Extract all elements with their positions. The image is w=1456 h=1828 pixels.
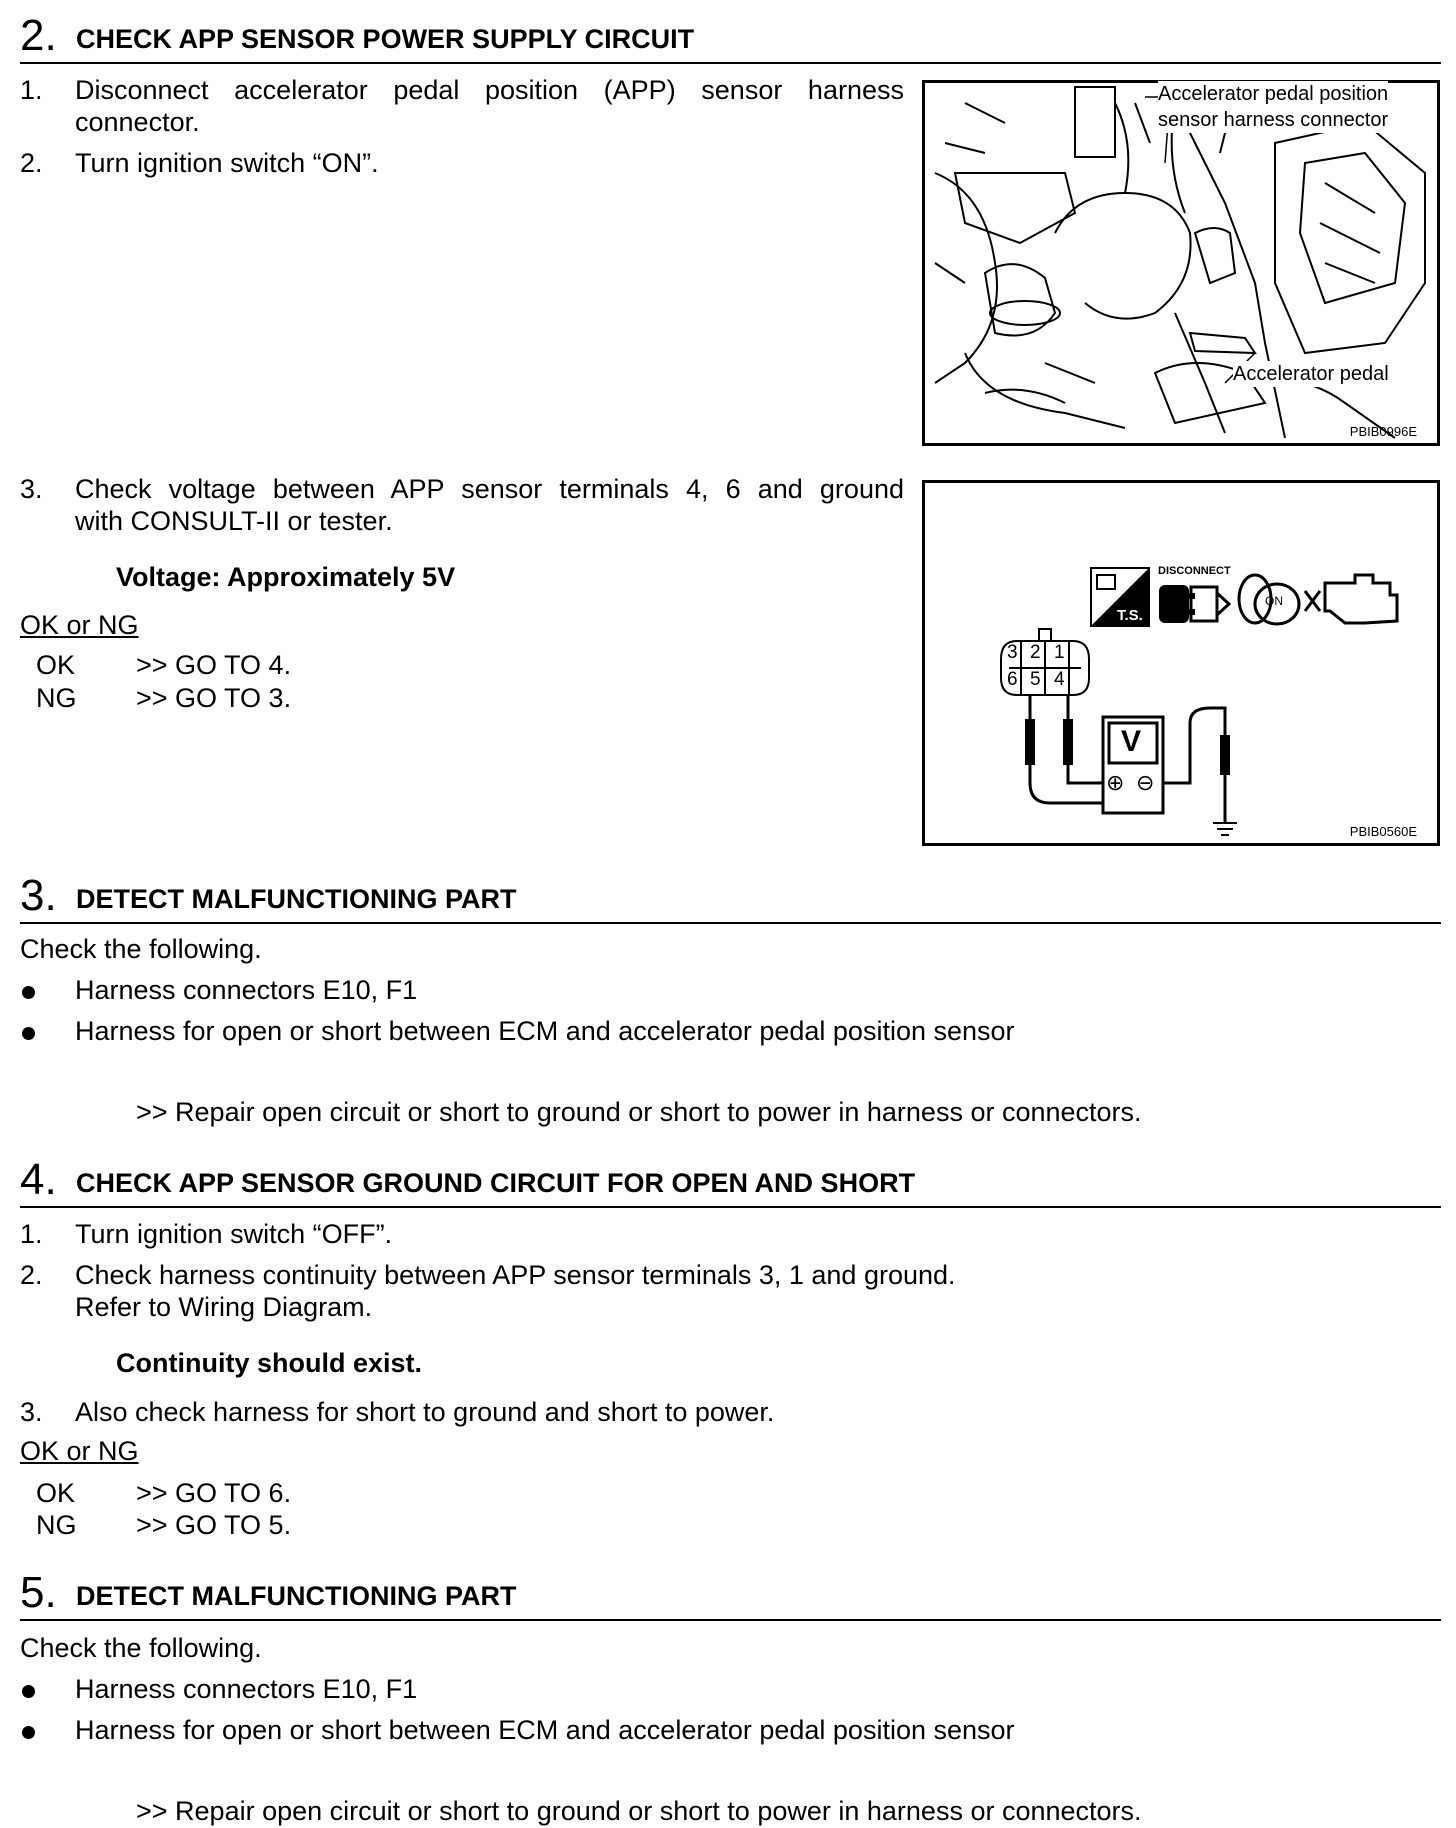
result-key: NG — [36, 683, 77, 713]
result-key: OK — [36, 1478, 76, 1508]
spec-value: Continuity should exist. — [116, 1348, 423, 1378]
meter-label: V — [1121, 725, 1142, 758]
item-number: 1. — [20, 75, 43, 105]
pin-label: 1 — [1054, 642, 1065, 663]
step-number: 5. — [20, 1568, 57, 1617]
bullet-icon — [22, 1685, 35, 1698]
item-text: with CONSULT-II or tester. — [75, 506, 393, 536]
pin-label: 3 — [1007, 642, 1018, 663]
engine-off-icon — [1305, 575, 1397, 623]
item-text: Disconnect accelerator pedal position (APP) sensor harness — [75, 75, 904, 105]
step-title: DETECT MALFUNCTIONING PART — [76, 1581, 517, 1611]
pedal-sensor-illustration — [922, 80, 1440, 446]
step-4-header — [20, 1155, 1441, 1208]
result-action: >> GO TO 6. — [136, 1478, 292, 1508]
item-text: Turn ignition switch “OFF”. — [75, 1219, 393, 1249]
bullet-icon — [22, 1027, 35, 1040]
on-label: ON — [1265, 594, 1283, 608]
pin-label: 5 — [1030, 669, 1041, 690]
item-text: Check harness continuity between APP sensor terminals 3, 1 and ground. — [75, 1260, 956, 1290]
step-title: CHECK APP SENSOR GROUND CIRCUIT FOR OPEN AND SHORT — [76, 1168, 916, 1198]
step-number: 3. — [20, 871, 57, 920]
step-number: 2. — [20, 11, 57, 60]
bullet-text: Harness for open or short between ECM and accelerator pedal position sensor — [75, 1715, 1015, 1745]
pin-label: 6 — [1007, 669, 1018, 690]
minus-terminal: ⊖ — [1136, 770, 1155, 795]
disconnect-icon — [1159, 585, 1229, 623]
connector-callout-label: Accelerator pedal position — [1158, 83, 1389, 105]
item-number: 1. — [20, 1219, 43, 1249]
disconnect-label: DISCONNECT — [1158, 565, 1231, 577]
item-number: 2. — [20, 148, 43, 178]
bullet-text: Harness for open or short between ECM and accelerator pedal position sensor — [75, 1016, 1015, 1046]
figure-code: PBIB0560E — [1349, 824, 1417, 839]
result-action: >> GO TO 4. — [136, 650, 292, 680]
result-key: OK — [36, 650, 76, 680]
item-number: 2. — [20, 1260, 43, 1290]
item-text: Refer to Wiring Diagram. — [75, 1292, 373, 1322]
pin-label: 4 — [1054, 669, 1065, 690]
bullet-text: Harness connectors E10, F1 — [75, 975, 418, 1005]
figure-code: PBIB0996E — [1349, 424, 1417, 439]
bullet-text: Harness connectors E10, F1 — [75, 1674, 418, 1704]
step-number: 4. — [20, 1155, 57, 1204]
result-action: >> GO TO 5. — [136, 1510, 292, 1540]
bullet-icon — [22, 986, 35, 999]
item-number: 3. — [20, 474, 43, 504]
pin-label: 2 — [1030, 642, 1041, 663]
bullet-icon — [22, 1726, 35, 1739]
result-key: NG — [36, 1510, 77, 1540]
action-text: >> Repair open circuit or short to ground or short to power in harness or connectors. — [136, 1796, 1142, 1826]
step-title: DETECT MALFUNCTIONING PART — [76, 884, 517, 914]
item-text: Turn ignition switch “ON”. — [75, 148, 379, 178]
item-number: 3. — [20, 1397, 43, 1427]
plus-terminal: ⊕ — [1106, 770, 1125, 795]
step-title: CHECK APP SENSOR POWER SUPPLY CIRCUIT — [76, 24, 695, 54]
item-text: Also check harness for short to ground and short to power. — [75, 1397, 775, 1427]
ok-ng-label: OK or NG — [20, 610, 139, 640]
step-2-header — [20, 11, 1441, 64]
pedal-callout-label: Accelerator pedal — [1233, 363, 1389, 385]
spec-value: Voltage: Approximately 5V — [116, 562, 456, 592]
circuit-drawing — [925, 483, 1437, 843]
step-3-header — [20, 871, 1441, 924]
action-text: >> Repair open circuit or short to ground or short to power in harness or connectors. — [136, 1097, 1142, 1127]
voltage-check-illustration — [922, 480, 1440, 846]
intro-text: Check the following. — [20, 1633, 262, 1663]
intro-text: Check the following. — [20, 934, 262, 964]
ok-ng-label: OK or NG — [20, 1436, 139, 1466]
connector-callout-label: sensor harness connector — [1158, 109, 1389, 131]
item-text: Check voltage between APP sensor terminals 4, 6 and ground — [75, 474, 904, 504]
pedal-drawing — [925, 83, 1437, 443]
step-5-header — [20, 1568, 1441, 1621]
result-action: >> GO TO 3. — [136, 683, 292, 713]
item-text: connector. — [75, 107, 200, 137]
ts-label: T.S. — [1117, 607, 1143, 624]
